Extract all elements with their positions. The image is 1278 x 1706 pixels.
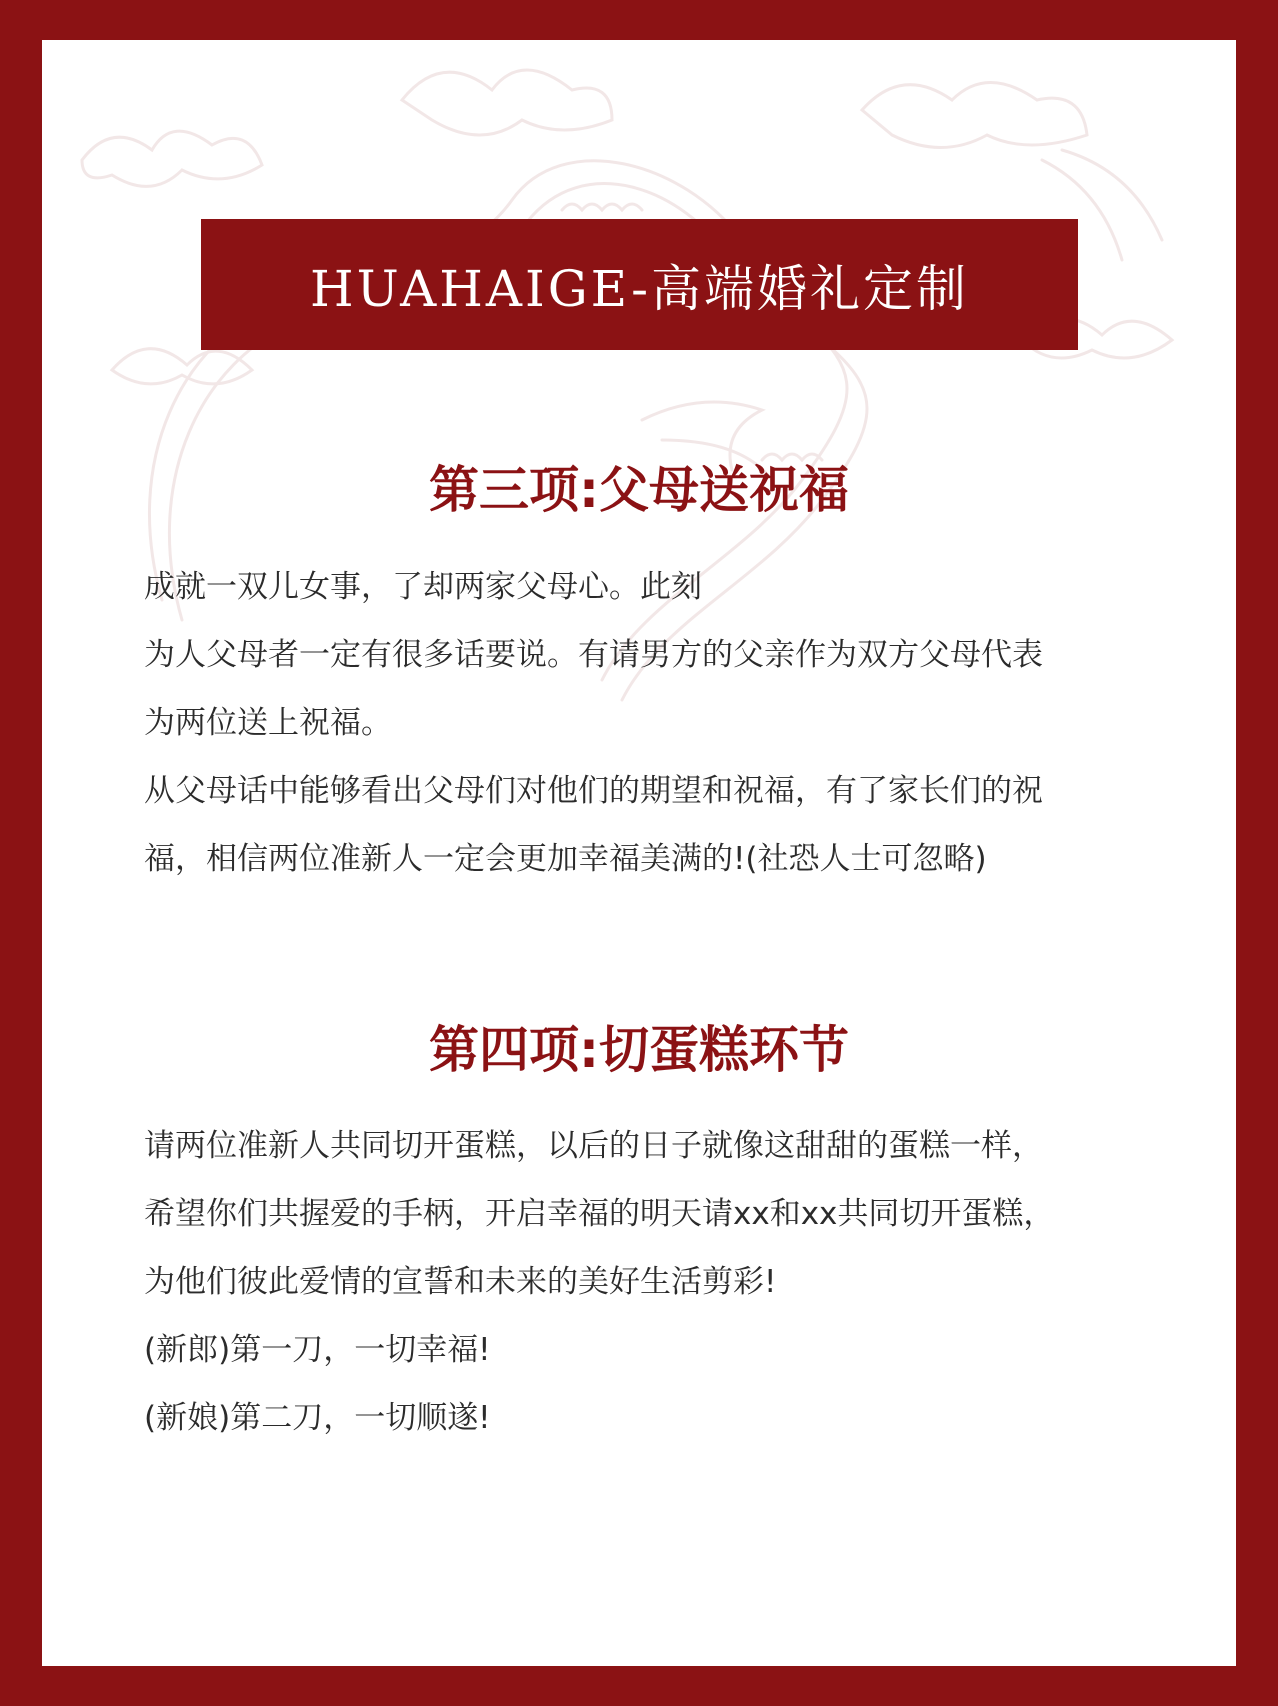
body-line: 为人父母者一定有很多话要说。有请男方的父亲作为双方父母代表: [144, 637, 1043, 673]
body-line: 成就一双儿女事，了却两家父母心。此刻: [144, 569, 702, 605]
body-line: (新郎)第一刀，一切幸福!: [144, 1332, 491, 1368]
page-frame: [42, 40, 1236, 1666]
body-line: (新娘)第二刀，一切顺遂!: [144, 1400, 491, 1436]
body-line: 为两位送上祝福。: [144, 705, 392, 741]
section-heading-parents-blessing: 第三项:父母送祝福: [429, 461, 849, 519]
title-banner: [201, 219, 1078, 350]
body-line: 从父母话中能够看出父母们对他们的期望和祝福，有了家长们的祝: [144, 773, 1043, 809]
section-body-cake-cutting: [144, 1112, 1144, 1452]
body-line: 福，相信两位准新人一定会更加幸福美满的!(社恐人士可忽略): [144, 841, 987, 877]
section-body-parents-blessing: [144, 553, 1144, 893]
body-line: 请两位准新人共同切开蛋糕，以后的日子就像这甜甜的蛋糕一样，: [144, 1128, 1043, 1164]
page-title: HUAHAIGE-高端婚礼定制: [309, 259, 970, 318]
body-line: 为他们彼此爱情的宣誓和未来的美好生活剪彩!: [144, 1264, 777, 1300]
body-line: 希望你们共握爱的手柄，开启幸福的明天请xx和xx共同切开蛋糕，: [144, 1196, 1055, 1232]
section-heading-cake-cutting: 第四项:切蛋糕环节: [429, 1021, 849, 1079]
